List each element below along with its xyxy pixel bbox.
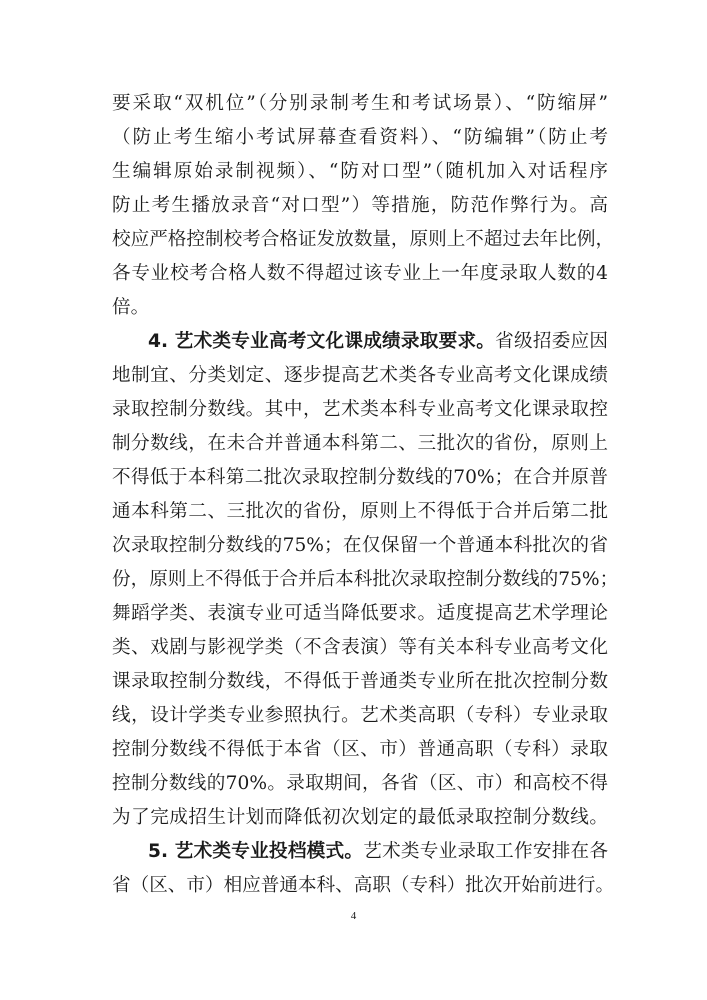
paragraph-line: 类、戏剧与影视学类（不含表演）等有关本科专业高考文化 — [112, 637, 608, 658]
paragraph-line: 生编辑原始录制视频）、“防对口型”（随机加入对话程序 — [112, 161, 608, 182]
paragraph-line: 制分数线，在未合并普通本科第二、三批次的省份，原则上 — [112, 433, 608, 454]
paragraph-line: 为了完成招生计划而降低初次划定的最低录取控制分数线。 — [112, 807, 608, 828]
paragraph-line: 线，设计学类专业参照执行。艺术类高职（专科）专业录取 — [112, 705, 608, 726]
paragraph-line: 防止考生播放录音“对口型”）等措施，防范作弊行为。高 — [112, 195, 608, 216]
paragraph-line: 要采取“双机位”（分别录制考生和考试场景）、“防缩屏” — [112, 93, 608, 114]
paragraph-line: 各专业校考合格人数不得超过该专业上一年度录取人数的4 — [112, 263, 608, 284]
paragraph-line: 省（区、市）相应普通本科、高职（专科）批次开始前进行。 — [112, 875, 615, 896]
paragraph-line: 控制分数线的70%。录取期间，各省（区、市）和高校不得 — [112, 773, 608, 794]
section-5-first-line — [148, 840, 608, 864]
paragraph-line: （防止考生缩小考试屏幕查看资料）、“防编辑”（防止考 — [112, 127, 608, 148]
paragraph-line: 校应严格控制校考合格证发放数量，原则上不超过去年比例， — [112, 229, 615, 250]
page-number: 4 — [350, 910, 357, 922]
section-5-heading: 5. 艺术类专业投档模式。 — [148, 841, 364, 862]
paragraph-line: 录取控制分数线。其中，艺术类本科专业高考文化课录取控 — [112, 399, 608, 420]
paragraph-line: 次录取控制分数线的75%；在仅保留一个普通本科批次的省 — [112, 535, 608, 556]
section-5-first-line-text: 艺术类专业录取工作安排在各 — [363, 841, 608, 862]
paragraph-line: 地制宜、分类划定、逐步提高艺术类各专业高考文化课成绩 — [112, 365, 608, 386]
paragraph-line: 倍。 — [112, 297, 150, 318]
paragraph-line: 舞蹈学类、表演专业可适当降低要求。适度提高艺术学理论 — [112, 603, 608, 624]
paragraph-line: 课录取控制分数线，不得低于普通类专业所在批次控制分数 — [112, 671, 608, 692]
paragraph-line: 控制分数线不得低于本省（区、市）普通高职（专科）录取 — [112, 739, 608, 760]
section-4-first-line-text: 省级招委应因 — [495, 331, 608, 352]
paragraph-line: 份，原则上不得低于合并后本科批次录取控制分数线的75%； — [112, 569, 619, 590]
paragraph-line: 通本科第二、三批次的省份，原则上不得低于合并后第二批 — [112, 501, 608, 522]
paragraph-line: 不得低于本科第二批次录取控制分数线的70%；在合并原普 — [112, 467, 608, 488]
section-4-first-line — [148, 330, 608, 354]
section-4-heading: 4. 艺术类专业高考文化课成绩录取要求。 — [148, 331, 496, 352]
